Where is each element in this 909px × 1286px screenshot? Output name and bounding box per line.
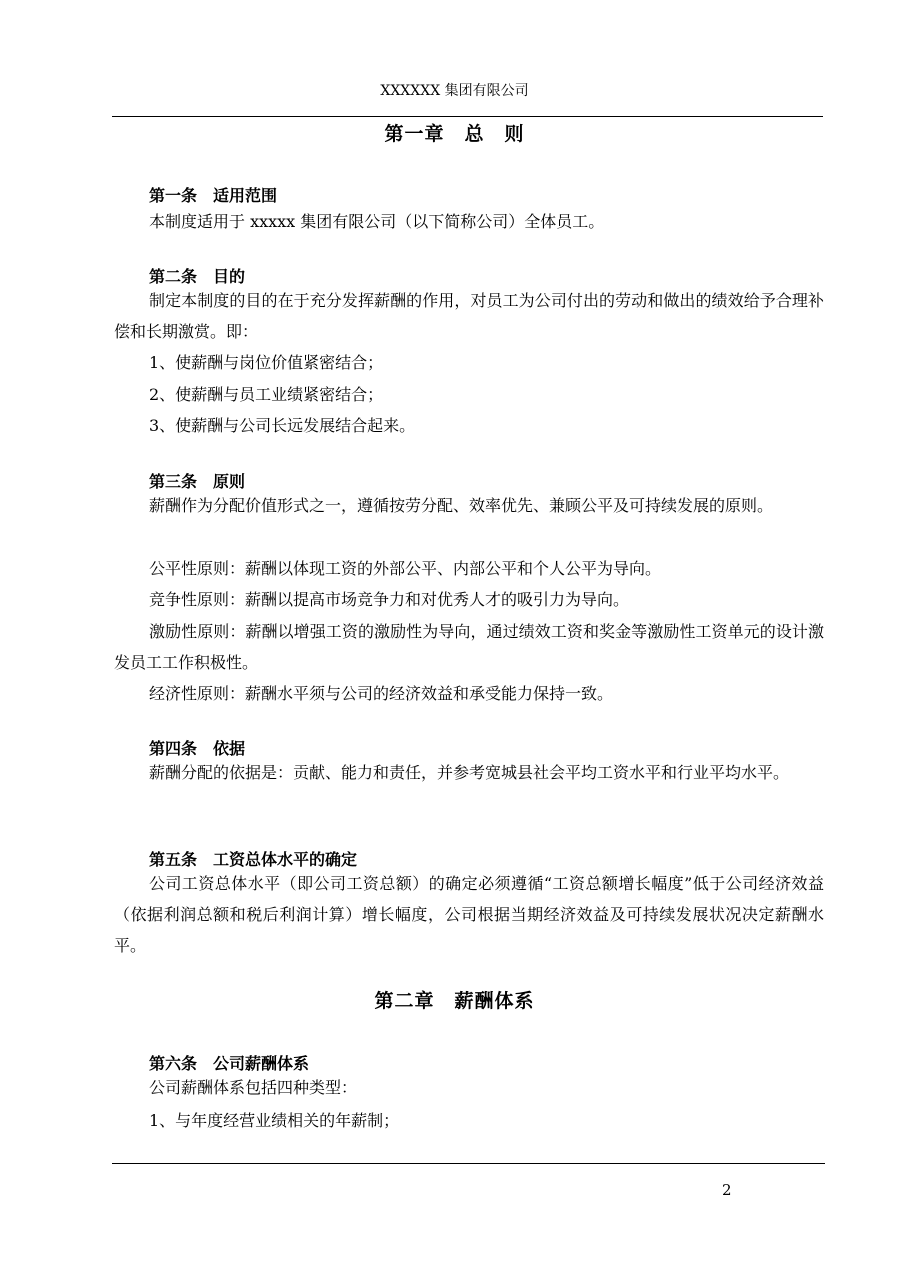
article-3-heading bbox=[149, 469, 245, 492]
footer-rule bbox=[112, 1163, 825, 1164]
article-6-paragraph: 公司薪酬体系包括四种类型： bbox=[149, 1078, 358, 1097]
article-2-heading bbox=[149, 264, 245, 287]
article-title: 公司薪酬体系 bbox=[213, 1054, 310, 1073]
article-number: 第六条 bbox=[149, 1054, 198, 1073]
article-5-paragraph: 公司工资总体水平（即公司工资总额）的确定必须遵循“工资总额增长幅度”低于公司经济效益（依据利润总额和税后利润计算）增长幅度，公司根据当期经济效益及可持续发展状况决定薪酬水平。 bbox=[114, 874, 824, 955]
article-title: 工资总体水平的确定 bbox=[213, 850, 358, 869]
article-title: 适用范围 bbox=[213, 186, 278, 205]
principle-fairness: 公平性原则：薪酬以体现工资的外部公平、内部公平和个人公平为导向。 bbox=[149, 559, 662, 578]
list-item: 1、与年度经营业绩相关的年薪制； bbox=[149, 1111, 400, 1130]
principle-incentive: 激励性原则：薪酬以增强工资的激励性为导向，通过绩效工资和奖金等激励性工资单元的设计激发员工工作积极性。 bbox=[114, 622, 824, 672]
principle-economy: 经济性原则：薪酬水平须与公司的经济效益和承受能力保持一致。 bbox=[149, 684, 614, 703]
article-4-paragraph: 薪酬分配的依据是：贡献、能力和责任，并参考宽城县社会平均工资水平和行业平均水平。 bbox=[149, 763, 790, 782]
list-item: 1、使薪酬与岗位价值紧密结合； bbox=[149, 353, 384, 372]
article-number: 第一条 bbox=[149, 186, 198, 205]
article-6-heading bbox=[149, 1051, 309, 1074]
chapter-1-title: 第一章 总 则 bbox=[384, 123, 525, 145]
article-number: 第三条 bbox=[149, 472, 198, 491]
article-5-heading bbox=[149, 847, 357, 870]
article-number: 第五条 bbox=[149, 850, 198, 869]
article-title: 依据 bbox=[213, 739, 246, 758]
page-number: 2 bbox=[722, 1181, 732, 1199]
chapter-2-title: 第二章 薪酬体系 bbox=[374, 990, 535, 1012]
list-item: 2、使薪酬与员工业绩紧密结合； bbox=[149, 385, 384, 404]
article-number: 第四条 bbox=[149, 739, 198, 758]
article-3-paragraph: 薪酬作为分配价值形式之一，遵循按劳分配、效率优先、兼顾公平及可持续发展的原则。 bbox=[149, 496, 774, 515]
list-item: 3、使薪酬与公司长远发展结合起来。 bbox=[149, 416, 416, 435]
article-1-heading bbox=[149, 183, 277, 206]
article-1-paragraph: 本制度适用于 xxxxx 集团有限公司（以下简称公司）全体员工。 bbox=[149, 212, 605, 231]
article-4-heading bbox=[149, 736, 245, 759]
article-title: 目的 bbox=[213, 267, 246, 286]
header-rule bbox=[112, 116, 823, 117]
principle-competitiveness: 竞争性原则：薪酬以提高市场竞争力和对优秀人才的吸引力为导向。 bbox=[149, 590, 630, 609]
article-2-paragraph: 制定本制度的目的在于充分发挥薪酬的作用，对员工为公司付出的劳动和做出的绩效给予合理补偿和长期激赏。即： bbox=[114, 291, 824, 341]
article-title: 原则 bbox=[213, 472, 246, 491]
article-number: 第二条 bbox=[149, 267, 198, 286]
page-header: XXXXXX 集团有限公司 bbox=[380, 83, 529, 99]
